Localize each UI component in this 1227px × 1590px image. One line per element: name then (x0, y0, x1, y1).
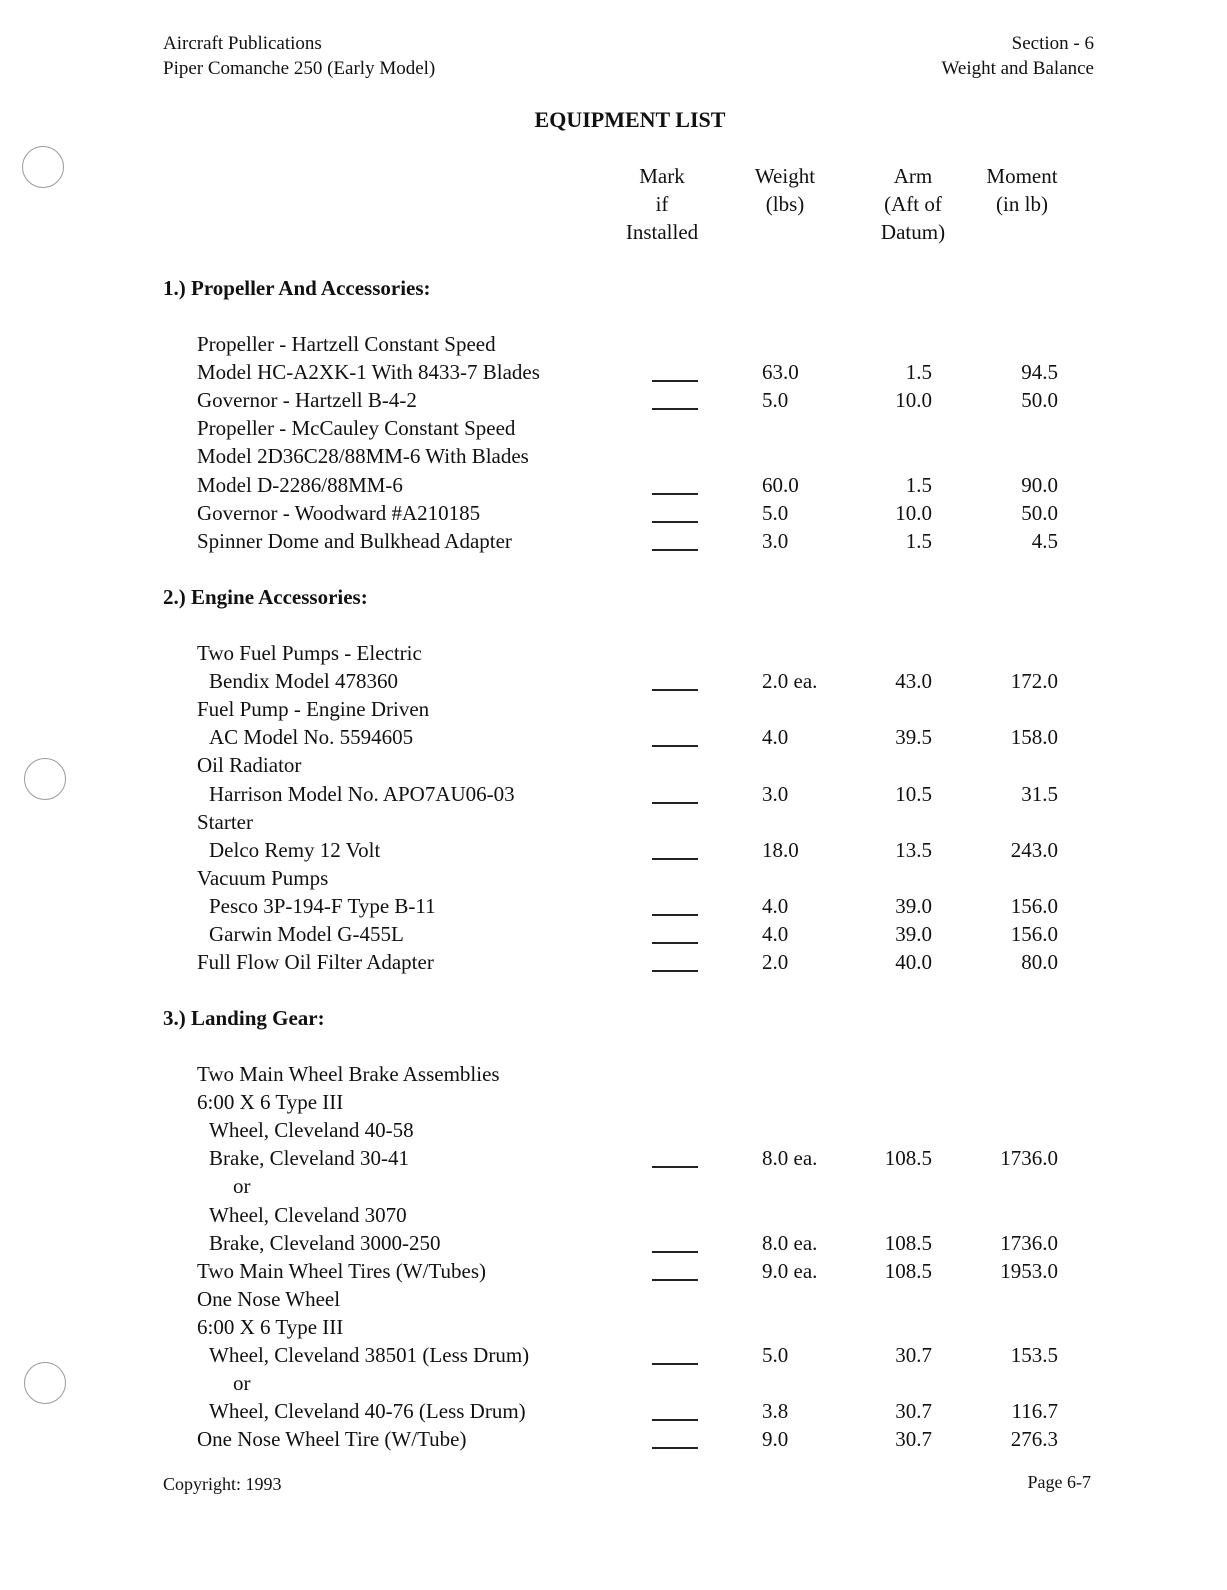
list-item (0, 1285, 1227, 1313)
page-title: EQUIPMENT LIST (534, 107, 726, 132)
item-arm: 39.5 (895, 725, 932, 749)
item-weight: 3.8 (762, 1399, 789, 1423)
list-item (0, 1172, 1227, 1200)
section-heading: 1.) Propeller And Accessories: (163, 276, 431, 300)
installed-mark-blank[interactable] (652, 1363, 698, 1365)
list-item (0, 695, 1227, 723)
item-weight: 8.0 ea. (762, 1146, 818, 1170)
item-arm: 30.7 (895, 1399, 932, 1423)
list-item (0, 1060, 1227, 1088)
item-moment: 50.0 (1021, 501, 1058, 525)
installed-mark-blank[interactable] (652, 521, 698, 523)
item-description: Model D-2286/88MM-6 (197, 473, 403, 497)
item-description: Brake, Cleveland 3000-250 (209, 1231, 441, 1255)
list-item (0, 780, 1227, 808)
item-arm: 30.7 (895, 1343, 932, 1367)
item-description: Propeller - Hartzell Constant Speed (197, 332, 496, 356)
item-description: Wheel, Cleveland 3070 (209, 1203, 407, 1227)
item-arm: 13.5 (895, 838, 932, 862)
column-header-weight: Weight (lbs) (754, 164, 816, 216)
item-weight: 5.0 (762, 501, 789, 525)
item-arm: 108.5 (884, 1146, 932, 1170)
list-item (0, 386, 1227, 414)
list-item (0, 920, 1227, 948)
item-description: or (233, 1174, 251, 1198)
installed-mark-blank[interactable] (652, 493, 698, 495)
item-description: Model HC-A2XK-1 With 8433-7 Blades (197, 360, 540, 384)
item-description: One Nose Wheel (197, 1287, 341, 1311)
binder-hole-top (22, 146, 64, 188)
item-weight: 4.0 (762, 922, 789, 946)
item-weight: 63.0 (762, 360, 799, 384)
item-moment: 4.5 (1031, 529, 1058, 553)
list-item (0, 723, 1227, 751)
item-weight: 5.0 (762, 388, 789, 412)
list-item (0, 442, 1227, 470)
list-item (0, 751, 1227, 779)
list-item (0, 1229, 1227, 1257)
item-moment: 158.0 (1010, 725, 1058, 749)
item-arm: 1.5 (905, 360, 932, 384)
section-heading: 3.) Landing Gear: (163, 1006, 325, 1030)
item-description: Wheel, Cleveland 38501 (Less Drum) (209, 1343, 530, 1367)
section-heading: 2.) Engine Accessories: (163, 585, 368, 609)
page-header-left (163, 31, 435, 81)
installed-mark-blank[interactable] (652, 914, 698, 916)
copyright-notice: Copyright: 1993 (163, 1474, 282, 1494)
item-moment: 80.0 (1021, 950, 1058, 974)
item-weight: 18.0 (762, 838, 799, 862)
item-description: Garwin Model G-455L (209, 922, 404, 946)
item-arm: 1.5 (905, 529, 932, 553)
list-item (0, 527, 1227, 555)
installed-mark-blank[interactable] (652, 1251, 698, 1253)
item-description: Delco Remy 12 Volt (209, 838, 381, 862)
item-moment: 94.5 (1021, 360, 1058, 384)
item-moment: 50.0 (1021, 388, 1058, 412)
installed-mark-blank[interactable] (652, 1447, 698, 1449)
section-number: Section - 6 (1011, 33, 1094, 54)
installed-mark-blank[interactable] (652, 942, 698, 944)
item-description: Two Main Wheel Tires (W/Tubes) (197, 1259, 487, 1283)
list-item (0, 948, 1227, 976)
item-arm: 108.5 (884, 1231, 932, 1255)
list-item (0, 639, 1227, 667)
page-header-right (941, 31, 1094, 81)
installed-mark-blank[interactable] (652, 1166, 698, 1168)
item-moment: 243.0 (1010, 838, 1058, 862)
item-weight: 5.0 (762, 1343, 789, 1367)
item-description: Starter (197, 810, 253, 834)
list-item (0, 1257, 1227, 1285)
item-weight: 9.0 (762, 1427, 789, 1451)
list-item (0, 414, 1227, 442)
item-description: Spinner Dome and Bulkhead Adapter (197, 529, 512, 553)
item-description: Governor - Woodward #A210185 (197, 501, 481, 525)
item-description: 6:00 X 6 Type III (197, 1090, 344, 1114)
installed-mark-blank[interactable] (652, 689, 698, 691)
installed-mark-blank[interactable] (652, 745, 698, 747)
item-moment: 172.0 (1010, 669, 1058, 693)
item-arm: 10.5 (895, 782, 932, 806)
item-weight: 3.0 (762, 529, 789, 553)
item-arm: 39.0 (895, 922, 932, 946)
item-moment: 153.5 (1010, 1343, 1058, 1367)
item-weight: 2.0 (762, 950, 789, 974)
section-title: Weight and Balance (941, 58, 1094, 79)
item-description: Wheel, Cleveland 40-76 (Less Drum) (209, 1399, 526, 1423)
item-description: Model 2D36C28/88MM-6 With Blades (197, 444, 529, 468)
item-moment: 276.3 (1010, 1427, 1058, 1451)
installed-mark-blank[interactable] (652, 970, 698, 972)
list-item (0, 892, 1227, 920)
list-item (0, 1116, 1227, 1144)
item-description: Two Fuel Pumps - Electric (197, 641, 422, 665)
item-arm: 108.5 (884, 1259, 932, 1283)
item-description: Harrison Model No. APO7AU06-03 (209, 782, 515, 806)
aircraft-model: Piper Comanche 250 (Early Model) (163, 58, 436, 79)
list-item (0, 1088, 1227, 1116)
item-arm: 10.0 (895, 388, 932, 412)
item-weight: 4.0 (762, 894, 789, 918)
item-description: Full Flow Oil Filter Adapter (197, 950, 434, 974)
item-arm: 40.0 (895, 950, 932, 974)
item-weight: 8.0 ea. (762, 1231, 818, 1255)
list-item (0, 1425, 1227, 1453)
item-weight: 2.0 ea. (762, 669, 818, 693)
item-description: Governor - Hartzell B-4-2 (197, 388, 417, 412)
list-item (0, 499, 1227, 527)
installed-mark-blank[interactable] (652, 380, 698, 382)
item-description: Oil Radiator (197, 753, 302, 777)
item-description: Wheel, Cleveland 40-58 (209, 1118, 414, 1142)
page-number: Page 6-7 (1027, 1472, 1091, 1492)
item-arm: 39.0 (895, 894, 932, 918)
item-arm: 10.0 (895, 501, 932, 525)
item-weight: 9.0 ea. (762, 1259, 818, 1283)
item-description: or (233, 1371, 251, 1395)
item-moment: 116.7 (1011, 1399, 1058, 1423)
item-description: Two Main Wheel Brake Assemblies (197, 1062, 500, 1086)
item-moment: 1953.0 (1000, 1259, 1058, 1283)
list-item (0, 1341, 1227, 1369)
item-description: Vacuum Pumps (197, 866, 329, 890)
item-arm: 1.5 (905, 473, 932, 497)
item-moment: 156.0 (1010, 894, 1058, 918)
item-weight: 60.0 (762, 473, 799, 497)
item-arm: 43.0 (895, 669, 932, 693)
item-description: AC Model No. 5594605 (209, 725, 414, 749)
item-moment: 31.5 (1021, 782, 1058, 806)
item-moment: 1736.0 (1000, 1231, 1058, 1255)
installed-mark-blank[interactable] (652, 802, 698, 804)
list-item (0, 1397, 1227, 1425)
item-description: One Nose Wheel Tire (W/Tube) (197, 1427, 467, 1451)
publisher-name: Aircraft Publications (163, 33, 322, 54)
list-item (0, 808, 1227, 836)
item-weight: 4.0 (762, 725, 789, 749)
list-item (0, 1369, 1227, 1397)
list-item (0, 667, 1227, 695)
installed-mark-blank[interactable] (652, 1419, 698, 1421)
list-item (0, 471, 1227, 499)
item-description: Brake, Cleveland 30-41 (209, 1146, 410, 1170)
item-description: Pesco 3P-194-F Type B-11 (209, 894, 436, 918)
list-item (0, 836, 1227, 864)
column-header-mark: Mark if Installed (625, 164, 699, 244)
item-moment: 156.0 (1010, 922, 1058, 946)
item-arm: 30.7 (895, 1427, 932, 1451)
item-moment: 1736.0 (1000, 1146, 1058, 1170)
list-item (0, 1201, 1227, 1229)
installed-mark-blank[interactable] (652, 858, 698, 860)
list-item (0, 864, 1227, 892)
item-description: Fuel Pump - Engine Driven (197, 697, 430, 721)
list-item (0, 1144, 1227, 1172)
list-item (0, 330, 1227, 358)
installed-mark-blank[interactable] (652, 549, 698, 551)
item-description: Bendix Model 478360 (209, 669, 398, 693)
item-description: Propeller - McCauley Constant Speed (197, 416, 516, 440)
item-weight: 3.0 (762, 782, 789, 806)
column-header-moment: Moment (in lb) (986, 164, 1058, 216)
list-item (0, 1313, 1227, 1341)
item-moment: 90.0 (1021, 473, 1058, 497)
installed-mark-blank[interactable] (652, 1279, 698, 1281)
list-item (0, 358, 1227, 386)
item-description: 6:00 X 6 Type III (197, 1315, 344, 1339)
installed-mark-blank[interactable] (652, 408, 698, 410)
column-header-arm: Arm (Aft of Datum) (880, 164, 946, 244)
